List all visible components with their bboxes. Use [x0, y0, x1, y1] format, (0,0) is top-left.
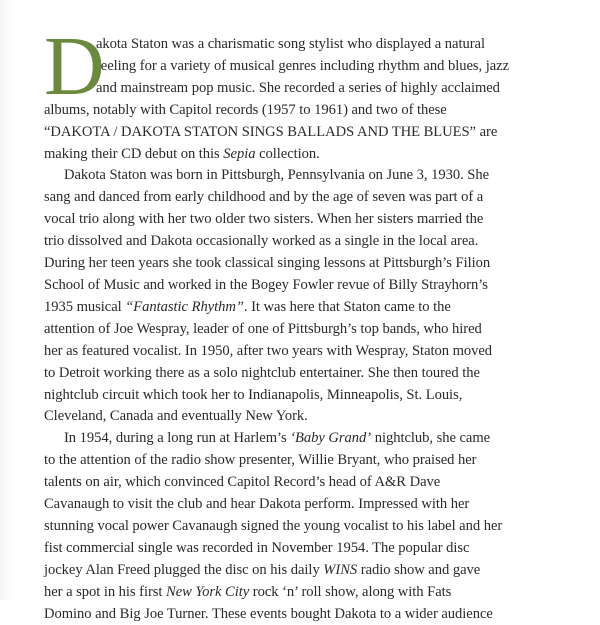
text-line — [44, 100, 574, 122]
text-run: talents on air, which convinced Capitol Record’s head of A&R Dave — [44, 474, 441, 491]
text-run: vocal trio along with her two older two sisters. When her sisters married the — [44, 211, 484, 228]
text-run: her a spot in his first — [44, 583, 167, 600]
text-run: During her teen years she took classical singing lessons at Pittsburgh’s Filion — [44, 255, 491, 272]
text-line — [44, 450, 574, 472]
text-run: her as featured vocalist. In 1950, after two years with Wespray, Staton moved — [44, 342, 493, 359]
text-run: stunning vocal power Cavanaugh signed the young vocalist to his label and her — [44, 517, 503, 534]
italic-text: Sepia — [223, 145, 256, 162]
text-line — [44, 560, 574, 582]
text-line — [44, 165, 574, 187]
text-run: rock ‘n’ roll show, along with Fats — [249, 583, 452, 600]
drop-cap: D — [44, 20, 105, 113]
text-line — [44, 187, 574, 209]
text-line — [44, 341, 574, 363]
text-run: sang and danced from early childhood and by the age of seven was part of a — [44, 189, 484, 206]
text-line — [44, 231, 574, 253]
text-line — [44, 494, 574, 516]
text-run: albums, notably with Capitol records (1957 to 1961) and two of these — [44, 101, 447, 118]
paragraph-1-text — [44, 20, 574, 165]
text-line — [44, 253, 574, 275]
text-run: In 1954, during a long run at Harlem’s — [64, 430, 291, 447]
text-run: “DAKOTA / DAKOTA STATON SINGS BALLADS AND THE BLUES” are — [44, 123, 498, 140]
liner-notes-page — [44, 20, 574, 625]
text-line — [44, 428, 574, 450]
text-line — [44, 406, 574, 428]
text-run: collection. — [255, 145, 320, 162]
text-run: to the attention of the radio show presenter, Willie Bryant, who praised her — [44, 452, 477, 469]
text-run: 1935 musical — [44, 298, 126, 315]
text-run: Cavanaugh to visit the club and hear Dakota perform. Impressed with her — [44, 496, 470, 513]
text-run: attention of Joe Wespray, leader of one of Pittsburgh’s top bands, who hired — [44, 320, 482, 337]
text-line — [44, 319, 574, 341]
text-line — [44, 78, 574, 100]
text-run: and mainstream pop music. She recorded a series of highly acclaimed — [96, 79, 500, 96]
text-run: Cleveland, Canada and eventually New York. — [44, 408, 308, 425]
text-line — [44, 385, 574, 407]
text-run: . It was here that Staton came to the — [243, 298, 451, 315]
text-line — [44, 209, 574, 231]
text-line — [44, 604, 574, 625]
text-run: jockey Alan Freed plugged the disc on his daily — [44, 561, 324, 578]
text-line — [44, 56, 574, 78]
text-run: nightclub, she came — [371, 430, 491, 447]
italic-text: WINS — [323, 561, 358, 578]
text-line — [44, 363, 574, 385]
text-run: nightclub circuit which took her to Indianapolis, Minneapolis, St. Louis, — [44, 386, 463, 403]
text-line — [44, 122, 574, 144]
text-line — [44, 538, 574, 560]
text-line — [44, 582, 574, 604]
text-line — [44, 275, 574, 297]
text-run: making their CD debut on this — [44, 145, 224, 162]
text-run: feeling for a variety of musical genres including rhythm and blues, jazz — [96, 57, 509, 74]
text-run: radio show and gave — [357, 561, 481, 578]
italic-text: ‘Baby Grand’ — [290, 430, 372, 447]
italic-text: New York City — [166, 583, 250, 600]
text-run: Dakota Staton was born in Pittsburgh, Pennsylvania on June 3, 1930. She — [64, 167, 490, 184]
text-line — [44, 297, 574, 319]
text-line — [44, 472, 574, 494]
text-run: School of Music and worked in the Bogey Fowler revue of Billy Strayhorn’s — [44, 276, 488, 293]
text-run: fist commercial single was recorded in November 1954. The popular disc — [44, 539, 470, 556]
paragraph-1 — [44, 20, 574, 165]
paragraph-2 — [44, 165, 574, 428]
italic-text: “Fantastic Rhythm” — [125, 298, 244, 315]
text-run: Domino and Big Joe Turner. These events bought Dakota to a wider audience — [44, 605, 493, 622]
paragraph-3 — [44, 428, 574, 625]
text-line — [44, 516, 574, 538]
text-run: to Detroit working there as a solo nightclub entertainer. She then toured the — [44, 364, 480, 381]
text-run: akota Staton was a charismatic song stylist who displayed a natural — [96, 36, 485, 52]
text-line — [44, 34, 574, 56]
text-run: trio dissolved and Dakota occasionally worked as a single in the local area. — [44, 233, 479, 250]
text-line — [44, 144, 574, 166]
